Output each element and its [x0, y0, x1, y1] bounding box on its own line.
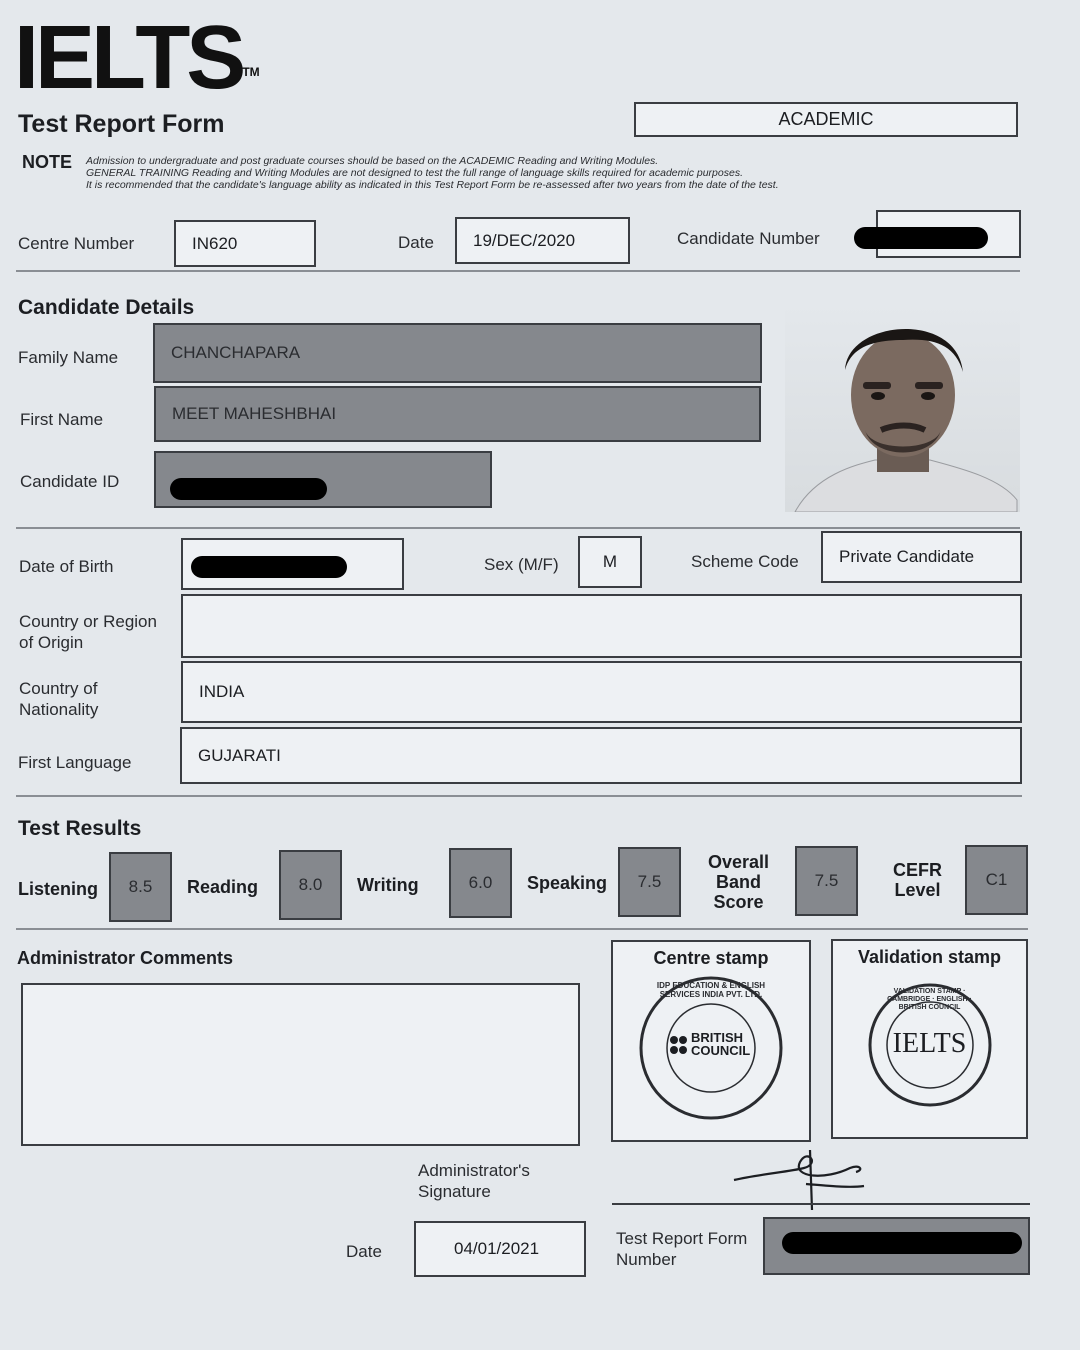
family-name-box [153, 323, 762, 383]
overall-label-1: Overall [708, 852, 770, 872]
ielts-logo [14, 8, 260, 108]
note-line-3: It is recommended that the candidate's language ability as indicated in this Test Report Form be re-assessed after two years from the date of the test. [86, 179, 779, 191]
centre-stamp-inner-1: BRITISH [691, 1030, 743, 1045]
module-value: ACADEMIC [778, 109, 874, 129]
signature-scribble-icon [730, 1140, 870, 1212]
signature-line [612, 1203, 1030, 1205]
writing-score-box [449, 848, 512, 918]
nationality-label [19, 678, 98, 720]
overall-label-2: Band [716, 872, 762, 892]
divider-3 [16, 795, 1022, 797]
family-name-label: Family Name [18, 348, 119, 367]
cefr-score: C1 [985, 870, 1008, 889]
speaking-score-box [618, 847, 681, 917]
speaking-label: Speaking [527, 873, 608, 893]
first-language-value: GUJARATI [198, 745, 281, 765]
candidate-number-label: Candidate Number [677, 229, 820, 248]
overall-score: 7.5 [814, 871, 839, 890]
centre-stamp [636, 973, 786, 1123]
admin-comments-label: Administrator Comments [17, 948, 234, 968]
country-origin-label-1: Country or Region [19, 612, 157, 631]
note-line-1: Admission to undergraduate and post graduate courses should be based on the ACADEMIC Reading and Writing Modules. [86, 155, 659, 167]
signature-label [418, 1160, 530, 1202]
reading-score: 8.0 [298, 875, 323, 894]
speaking-score: 7.5 [637, 872, 662, 891]
logo-text: IELTS [14, 8, 243, 108]
note-text [86, 155, 946, 191]
admin-date-label: Date [346, 1242, 382, 1261]
cefr-label-1: CEFR [893, 860, 942, 880]
trf-number-label [616, 1228, 747, 1270]
sex-label: Sex (M/F) [484, 555, 559, 574]
cefr-label-2: Level [894, 880, 941, 900]
family-name-value: CHANCHAPARA [171, 343, 301, 362]
sex-value: M [602, 552, 618, 571]
date-box [455, 217, 630, 264]
admin-date-value: 04/01/2021 [454, 1239, 540, 1258]
portrait-icon [785, 300, 1020, 512]
nationality-box [181, 661, 1022, 723]
candidate-id-redaction [170, 478, 327, 500]
validation-stamp-inner: IELTS [892, 1028, 967, 1059]
centre-number-label: Centre Number [18, 234, 135, 253]
first-language-label: First Language [18, 753, 132, 772]
trf-label-1: Test Report Form [616, 1229, 748, 1248]
scheme-code-label: Scheme Code [691, 552, 799, 571]
scheme-code-box [821, 531, 1022, 583]
country-origin-label [19, 611, 157, 653]
validation-stamp [865, 980, 995, 1110]
nationality-value: INDIA [199, 682, 245, 701]
writing-label: Writing [357, 875, 419, 895]
trf-number-redaction [782, 1232, 1022, 1254]
admin-date-box [414, 1221, 586, 1277]
listening-label: Listening [18, 879, 98, 899]
divider-2 [16, 527, 1020, 529]
test-results-title: Test Results [18, 817, 142, 840]
note-label: NOTE [22, 152, 73, 172]
overall-score-box [795, 846, 858, 916]
overall-label-3: Score [713, 892, 764, 912]
sex-box [578, 536, 642, 588]
centre-number-value: IN620 [192, 233, 238, 253]
reading-score-box [279, 850, 342, 920]
note-line-2: GENERAL TRAINING Reading and Writing Modules are not designed to test the full range of language skills required for academic purposes. [86, 167, 743, 179]
overall-band-label [708, 852, 769, 912]
validation-stamp-box [831, 939, 1028, 1139]
writing-score: 6.0 [468, 873, 493, 892]
dob-redaction [191, 556, 347, 578]
first-language-box [180, 727, 1022, 784]
signature-label-2: Signature [418, 1182, 491, 1201]
centre-stamp-ring-text: IDP EDUCATION & ENGLISH SERVICES INDIA PVT. LTD. [656, 981, 766, 999]
date-value: 19/DEC/2020 [473, 230, 576, 250]
scheme-code-value: Private Candidate [839, 547, 975, 566]
candidate-photo [785, 300, 1020, 512]
first-name-value: MEET MAHESHBHAI [172, 404, 337, 423]
form-title: Test Report Form [18, 110, 225, 138]
country-origin-label-2: of Origin [19, 633, 84, 652]
country-origin-box [181, 594, 1022, 658]
trf-label-2: Number [616, 1250, 677, 1269]
date-label: Date [398, 233, 434, 252]
centre-number-box [174, 220, 316, 267]
centre-stamp-inner-2: COUNCIL [691, 1043, 751, 1058]
cefr-score-box [965, 845, 1028, 915]
validation-stamp-label: Validation stamp [857, 947, 1002, 967]
divider-4 [16, 928, 1028, 930]
listening-score-box [109, 852, 172, 922]
nationality-label-1: Country of [19, 679, 98, 698]
candidate-id-label: Candidate ID [20, 472, 120, 491]
reading-label: Reading [187, 877, 259, 897]
first-name-label: First Name [20, 410, 104, 429]
centre-stamp-label: Centre stamp [653, 948, 769, 968]
validation-stamp-ring-text: VALIDATION STAMP · CAMBRIDGE · ENGLISH · BRITISH COUNCIL [887, 988, 972, 1011]
centre-stamp-box [611, 940, 811, 1142]
admin-comments-box [21, 983, 580, 1146]
signature-label-1: Administrator's [418, 1161, 530, 1180]
nationality-label-2: Nationality [19, 700, 99, 719]
candidate-number-redaction [854, 227, 988, 249]
candidate-details-title: Candidate Details [18, 296, 195, 319]
trademark: TM [242, 65, 260, 79]
first-name-box [154, 386, 761, 442]
listening-score: 8.5 [128, 877, 153, 896]
module-box [634, 102, 1018, 137]
centre-stamp-inner-text [691, 1031, 750, 1057]
cefr-label [893, 860, 942, 900]
dob-label: Date of Birth [19, 557, 114, 576]
divider-1 [16, 270, 1020, 272]
